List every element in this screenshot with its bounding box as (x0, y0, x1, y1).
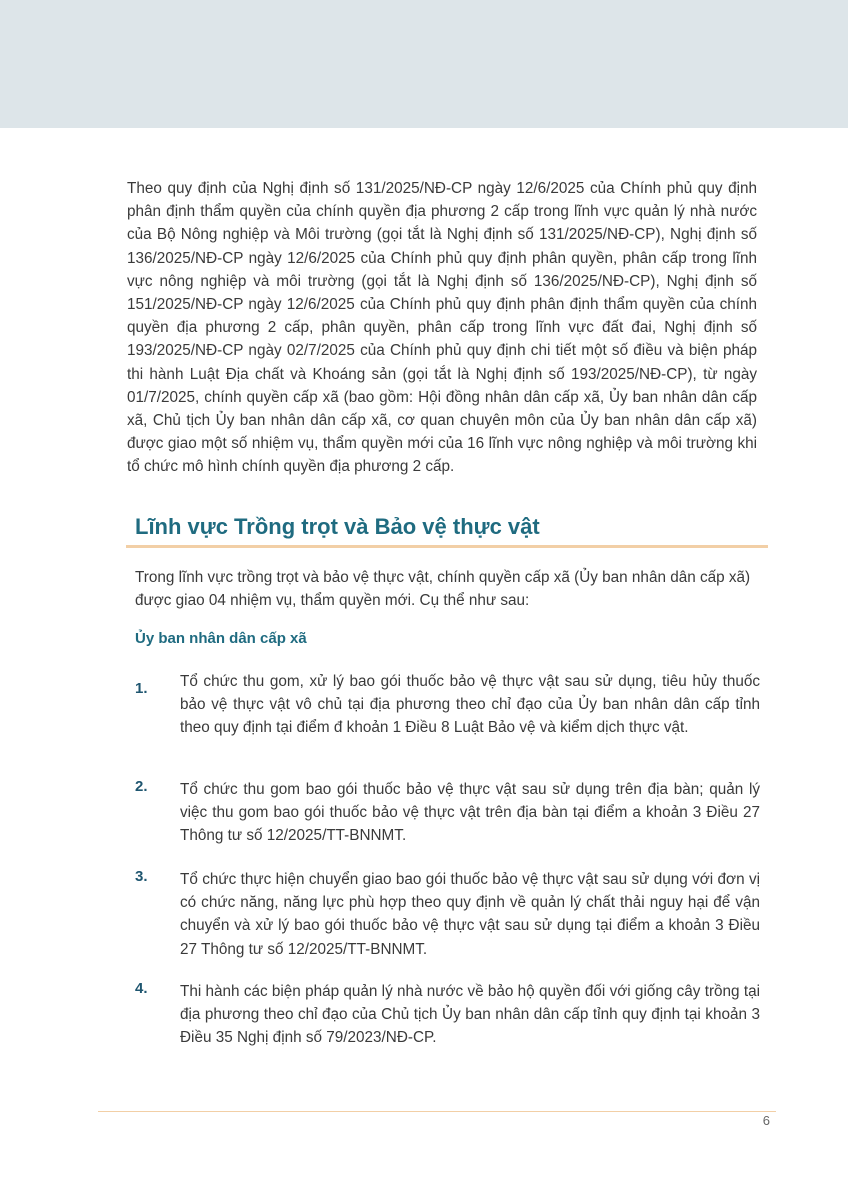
list-item-text: Tổ chức thu gom bao gói thuốc bảo vệ thực vật sau sử dụng trên địa bàn; quản lý việc thu gom bao gói thuốc bảo vệ thực vật trên địa bàn tại điểm a khoản 3 Điều 27 Thông tư số 12/2025/TT-BNNMT. (180, 781, 760, 845)
section-intro: Trong lĩnh vực trồng trọt và bảo vệ thực vật, chính quyền cấp xã (Ủy ban nhân dân cấp xã) được giao 04 nhiệm vụ, thẩm quyền mới. Cụ thể như sau: (135, 569, 751, 610)
list-item-number: 2. (135, 778, 148, 795)
list-item-text: Tổ chức thu gom, xử lý bao gói thuốc bảo vệ thực vật sau sử dụng, tiêu hủy thuốc bảo vệ thực vật vô chủ tại địa phương theo chỉ đạo của Ủy ban nhân dân cấp tỉnh theo quy định tại điểm đ khoản 1 Điều 8 Luật Bảo vệ và kiểm dịch thực vật. (180, 673, 760, 737)
list-item-text: Tổ chức thực hiện chuyển giao bao gói thuốc bảo vệ thực vật sau sử dụng với đơn vị có chức năng, năng lực phù hợp theo quy định về quản lý chất thải nguy hại để vận chuyển và xử lý bao gói thuốc bảo vệ thực vật sau sử dụng tại điểm a khoản 3 Điều 27 Thông tư số 12/2025/TT-BNNMT. (180, 871, 760, 958)
list-item-number: 4. (135, 980, 148, 997)
page-number: 6 (762, 1113, 770, 1128)
header-band (0, 0, 848, 128)
list-item-text: Thi hành các biện pháp quản lý nhà nước về bảo hộ quyền đối với giống cây trồng tại địa phương theo chỉ đạo của Chủ tịch Ủy ban nhân dân cấp tỉnh quy định tại khoản 3 Điều 35 Nghị định số 79/2023/NĐ-CP. (180, 983, 760, 1047)
intro-paragraph: Theo quy định của Nghị định số 131/2025/NĐ-CP ngày 12/6/2025 của Chính phủ quy định phân định thẩm quyền của chính quyền địa phương 2 cấp trong lĩnh vực quản lý nhà nước của Bộ Nông nghiệp và Môi trường (gọi tắt là Nghị định số 131/2025/NĐ-CP), Nghị định số 136/2025/NĐ-CP ngày 12/6/2025 của Chính phủ quy định phân quyền, phân cấp trong lĩnh vực nông nghiệp và môi trường (gọi tắt là Nghị định số 136/2025/NĐ-CP), Nghị định số 151/2025/NĐ-CP ngày 12/6/2025 của Chính phủ quy định phân định thẩm quyền của chính quyền địa phương 2 cấp, phân quyền, phân cấp trong lĩnh vực đất đai, Nghị định số 193/2025/NĐ-CP ngày 02/7/2025 của Chính phủ quy định chi tiết một số điều và biện pháp thi hành Luật Địa chất và Khoáng sản (gọi tắt là Nghị định số 193/2025/NĐ-CP), từ ngày 01/7/2025, chính quyền cấp xã (bao gồm: Hội đồng nhân dân cấp xã, Ủy ban nhân dân cấp xã, Chủ tịch Ủy ban nhân dân cấp xã, cơ quan chuyên môn của Ủy ban nhân dân cấp xã) được giao một số nhiệm vụ, thẩm quyền mới của 16 lĩnh vực nông nghiệp và môi trường khi tổ chức mô hình chính quyền địa phương 2 cấp. (127, 180, 757, 476)
footer-divider (98, 1111, 776, 1112)
subheading-commune-committee: Ủy ban nhân dân cấp xã (135, 630, 307, 647)
list-item-number: 1. (135, 680, 148, 697)
list-item-number: 3. (135, 868, 148, 885)
section-divider (126, 545, 768, 548)
section-title: Lĩnh vực Trồng trọt và Bảo vệ thực vật (135, 514, 540, 539)
